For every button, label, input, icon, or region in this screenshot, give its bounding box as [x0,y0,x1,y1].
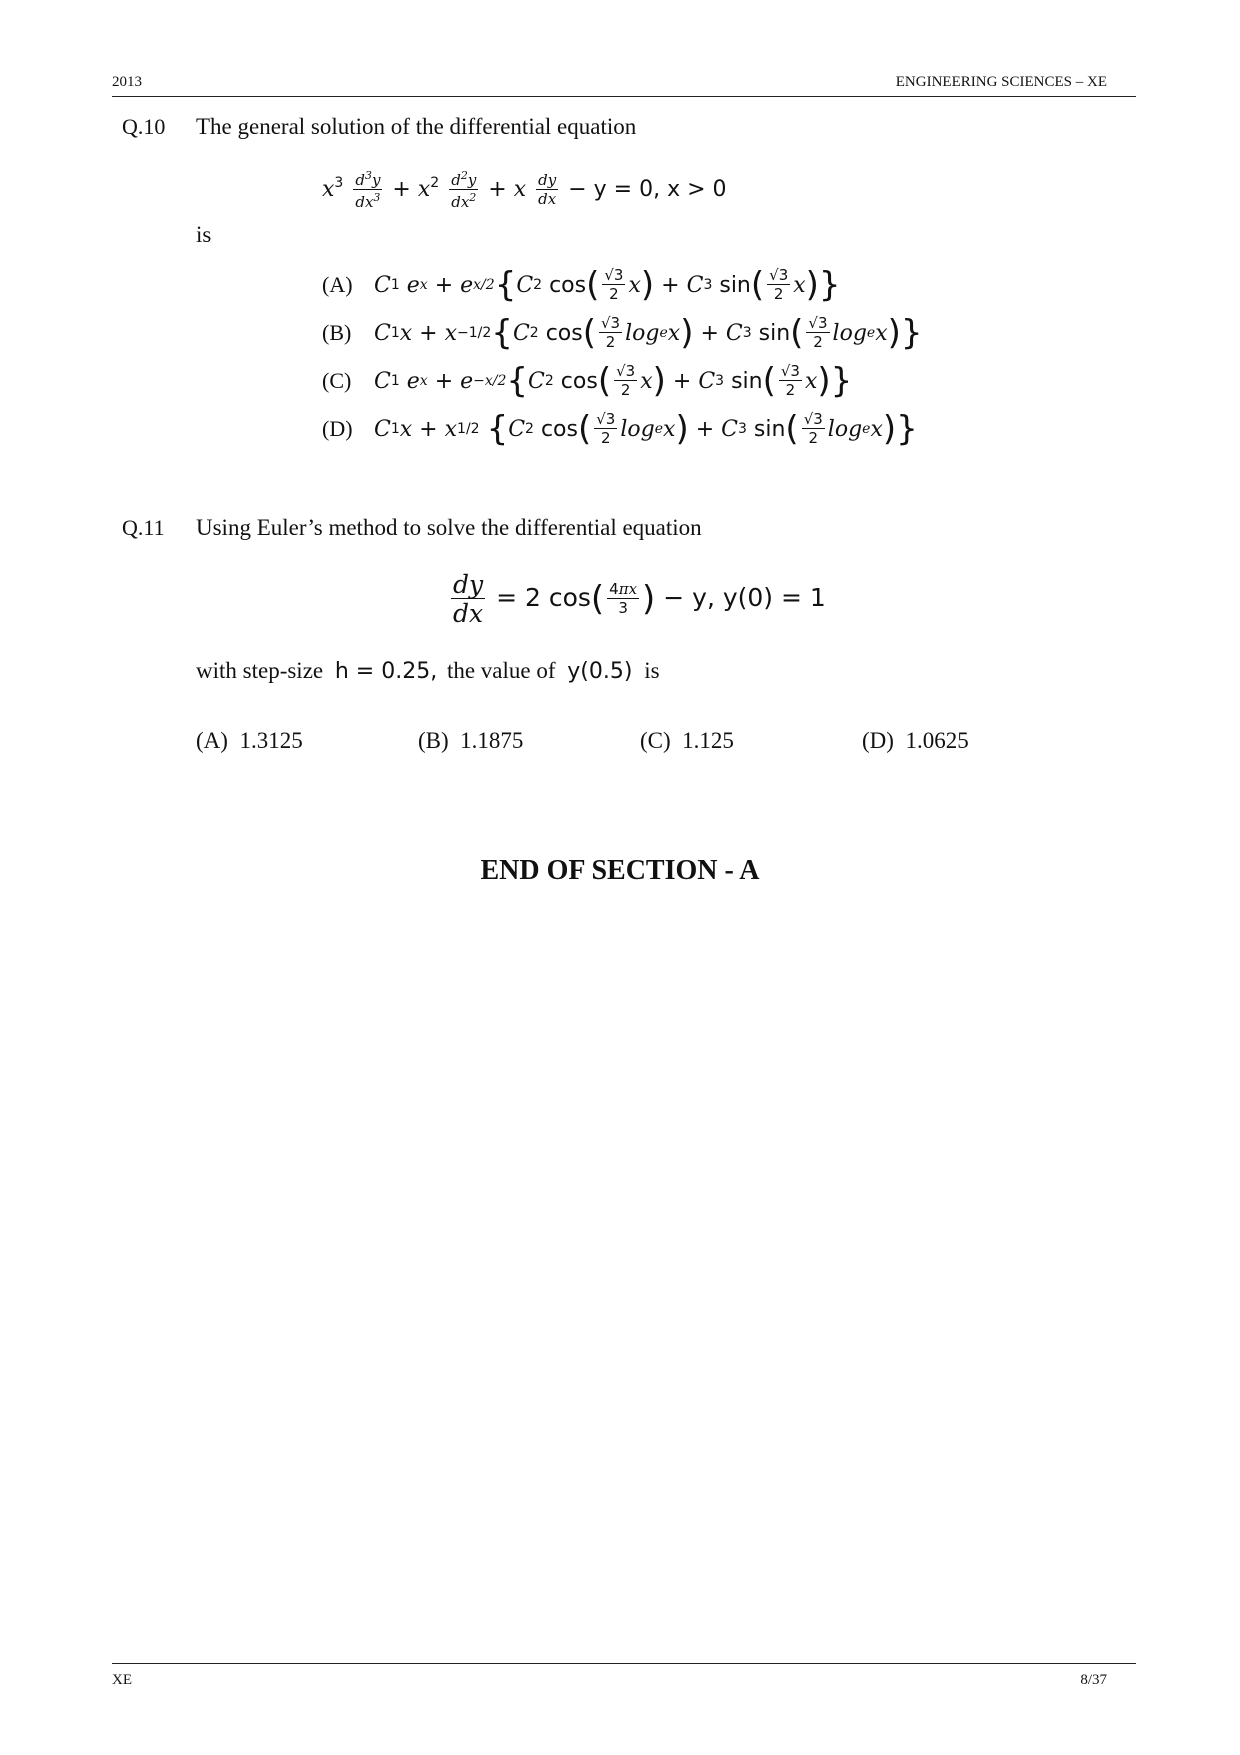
q10-option-b-label: (B) [322,320,352,345]
q11-step-mid: the value of [446,658,556,683]
q11-rhs: = 2 cos [496,583,591,612]
header-year: 2013 [112,74,142,90]
footer-page: 8/37 [1080,1672,1107,1688]
q10-equation-tail: − y = 0, x > 0 [568,177,727,202]
end-of-section-banner: END OF SECTION - A [480,855,760,886]
q11-step-value: h = 0.25, [334,659,438,684]
footer-rule [112,1663,1136,1664]
q11-option-a-label: (A) [196,728,228,753]
q10-number: Q.10 [122,114,166,139]
q11-option-c[interactable] [640,728,734,754]
header-rule [112,96,1136,97]
q11-option-a[interactable] [196,728,303,754]
q11-option-d-label: (D) [862,728,894,753]
header-subject: ENGINEERING SCIENCES – XE [895,74,1107,90]
q11-step-suffix: is [644,658,660,683]
q11-option-c-value: 1.125 [682,728,734,753]
q11-option-d[interactable] [862,728,969,754]
q11-option-b-value: 1.1875 [460,728,524,753]
q11-option-d-value: 1.0625 [905,728,969,753]
q10-option-c[interactable]: (C) C 1 e x + e −x/2 { C 2 cos ( $\frac{√3}{2}$ x ) + C 3 sin ( $\frac{√3}{2}$ x )} [322,361,853,401]
q11-option-b-label: (B) [418,728,449,753]
q10-is-word: is [196,222,212,247]
q11-number: Q.11 [122,515,165,540]
q10-option-d-label: (D) [322,416,353,441]
q10-stem: The general solution of the differential equation [196,114,637,139]
footer-code: XE [112,1672,132,1688]
q11-stem: Using Euler’s method to solve the differential equation [196,515,702,540]
q10-option-a[interactable]: (A) C 1 e x + e x/2 { C 2 cos ( $\frac{√3}{2}$ x ) + C 3 sin ( $\frac{√3}{2}$ x )} [322,265,841,305]
q11-step-line [196,658,660,684]
q10-option-a-label: (A) [322,272,353,297]
q11-option-a-value: 1.3125 [239,728,303,753]
q11-tail: − y, y(0) = 1 [663,583,826,612]
q11-option-b[interactable] [418,728,523,754]
q11-step-target: y(0.5) [567,659,633,684]
q10-option-d[interactable]: (D) C 1 x + x 1/2 { C 2 cos ( $\frac{√3}{2}$ log e x ) + C 3 sin ( $\frac{√3}{2}$ log e x )} [322,409,918,449]
q11-equation: $\frac{dy}{dx}$ = 2 cos( $\frac{4\pi x}{3}$ ) − y, y(0) = 1 [453,570,826,628]
q10-option-b[interactable]: (B) C 1 x + x −1/2 { C 2 cos ( $\frac{√3}{2}$ log e x ) + C 3 sin ( $\frac{√3}{2}$ log e x )} [322,313,923,353]
q11-option-c-label: (C) [640,728,671,753]
q10-option-c-label: (C) [322,368,352,393]
q11-step-prefix: with step-size [196,658,324,683]
q10-equation: $x^3$ $\frac{d^3y}{dx^3}$ + $x^2$ $\frac{d^2y}{dx^2}$ + x $\frac{dy}{dx}$ − y = 0, x > 0 [322,169,727,211]
